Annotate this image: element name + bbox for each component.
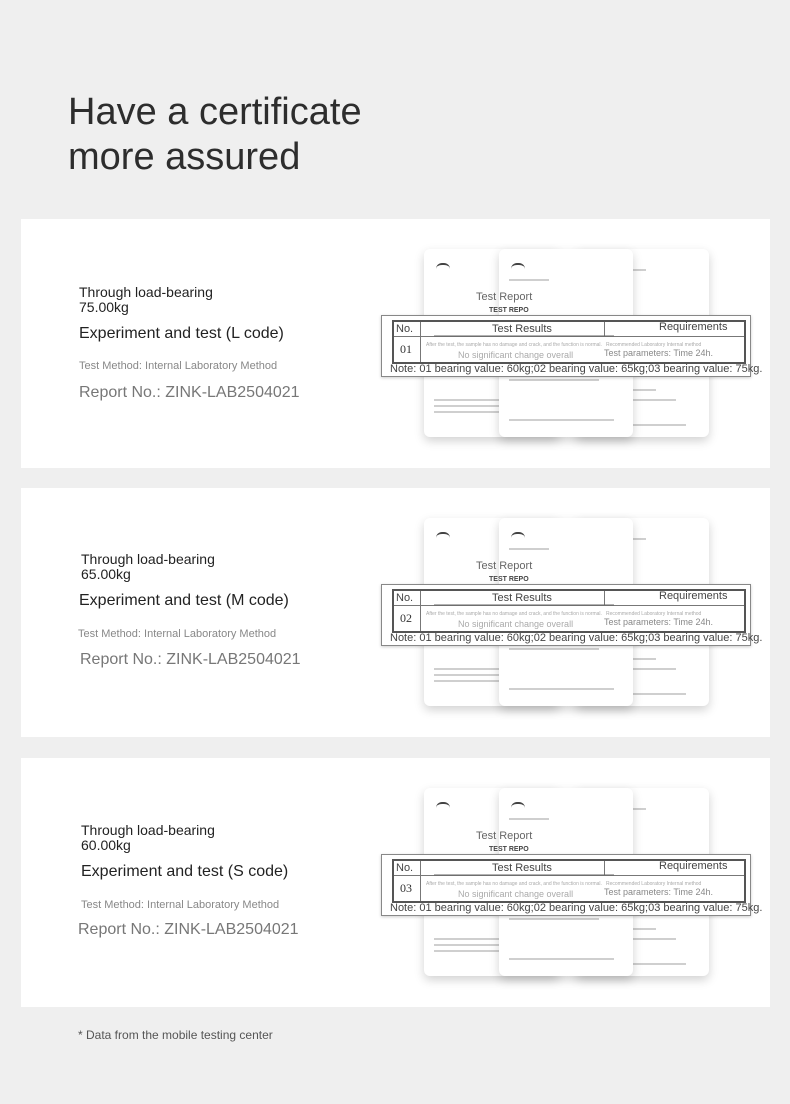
col-requirements: Requirements bbox=[659, 590, 728, 602]
col-results: Test Results bbox=[492, 862, 552, 874]
footer-note: * Data from the mobile testing center bbox=[78, 1028, 273, 1042]
brand-logo-icon bbox=[436, 263, 452, 271]
test-results-table bbox=[381, 854, 763, 916]
doc-title: Test Report bbox=[476, 291, 533, 303]
doc-subtitle: TEST REPO bbox=[489, 846, 529, 853]
test-method: Test Method: Internal Laboratory Method bbox=[81, 899, 280, 911]
requirement-detail: Recommended Laboratory Internal method bbox=[606, 342, 702, 348]
col-no: No. bbox=[396, 862, 414, 874]
test-method: Test Method: Internal Laboratory Method bbox=[78, 628, 277, 640]
result-detail: After the test, the sample has no damage and crack, and the function is normal. bbox=[426, 342, 602, 348]
certificate-card-s bbox=[21, 758, 770, 1007]
col-requirements: Requirements bbox=[659, 321, 728, 333]
doc-subtitle: TEST REPO bbox=[489, 307, 529, 314]
experiment-title: Experiment and test (S code) bbox=[81, 863, 289, 880]
col-no: No. bbox=[396, 323, 414, 335]
certificate-card-l bbox=[21, 219, 770, 468]
row-number: 03 bbox=[400, 881, 412, 895]
brand-logo-icon bbox=[511, 802, 527, 810]
bearing-weight: 60.00kg bbox=[81, 837, 131, 853]
result-summary: No significant change overall bbox=[458, 889, 574, 899]
requirement-detail: Recommended Laboratory Internal method bbox=[606, 611, 702, 617]
experiment-title: Experiment and test (M code) bbox=[79, 592, 289, 609]
bearing-note: Note: 01 bearing value: 60kg;02 bearing value: 65kg;03 bearing value: 75kg. bbox=[390, 632, 763, 644]
test-parameters: Test parameters: Time 24h. bbox=[604, 617, 714, 627]
brand-logo-icon bbox=[511, 263, 527, 271]
bearing-note: Note: 01 bearing value: 60kg;02 bearing value: 65kg;03 bearing value: 75kg. bbox=[390, 363, 763, 375]
experiment-title: Experiment and test (L code) bbox=[79, 325, 284, 342]
test-parameters: Test parameters: Time 24h. bbox=[604, 348, 714, 358]
col-requirements: Requirements bbox=[659, 860, 728, 872]
report-number: Report No.: ZINK-LAB2504021 bbox=[78, 921, 299, 938]
requirement-detail: Recommended Laboratory Internal method bbox=[606, 881, 702, 887]
bearing-weight: 65.00kg bbox=[81, 566, 131, 582]
brand-logo-icon bbox=[511, 532, 527, 540]
bearing-weight: 75.00kg bbox=[79, 299, 129, 315]
title-line-1: Have a certificate bbox=[68, 91, 362, 133]
row-number: 01 bbox=[400, 342, 412, 356]
result-summary: No significant change overall bbox=[458, 619, 574, 629]
doc-title: Test Report bbox=[476, 830, 533, 842]
bearing-label: Through load-bearing 65.00kg bbox=[81, 551, 215, 582]
row-number: 02 bbox=[400, 611, 412, 625]
certificate-card-m bbox=[21, 488, 770, 737]
report-number: Report No.: ZINK-LAB2504021 bbox=[79, 384, 300, 401]
doc-subtitle: TEST REPO bbox=[489, 576, 529, 583]
brand-logo-icon bbox=[436, 532, 452, 540]
bearing-label: Through load-bearing 60.00kg bbox=[81, 822, 215, 853]
bearing-note: Note: 01 bearing value: 60kg;02 bearing value: 65kg;03 bearing value: 75kg. bbox=[390, 902, 763, 914]
result-summary: No significant change overall bbox=[458, 350, 574, 360]
col-results: Test Results bbox=[492, 323, 552, 335]
bearing-label: Through load-bearing 75.00kg bbox=[79, 284, 213, 315]
test-method: Test Method: Internal Laboratory Method bbox=[79, 360, 278, 372]
page-title bbox=[68, 90, 362, 180]
col-results: Test Results bbox=[492, 592, 552, 604]
result-detail: After the test, the sample has no damage and crack, and the function is normal. bbox=[426, 881, 602, 887]
test-parameters: Test parameters: Time 24h. bbox=[604, 887, 714, 897]
result-detail: After the test, the sample has no damage and crack, and the function is normal. bbox=[426, 611, 602, 617]
col-no: No. bbox=[396, 592, 414, 604]
test-results-table bbox=[381, 584, 763, 646]
doc-title: Test Report bbox=[476, 560, 533, 572]
title-line-2: more assured bbox=[68, 136, 301, 178]
brand-logo-icon bbox=[436, 802, 452, 810]
test-results-table bbox=[381, 315, 763, 377]
report-number: Report No.: ZINK-LAB2504021 bbox=[80, 651, 301, 668]
